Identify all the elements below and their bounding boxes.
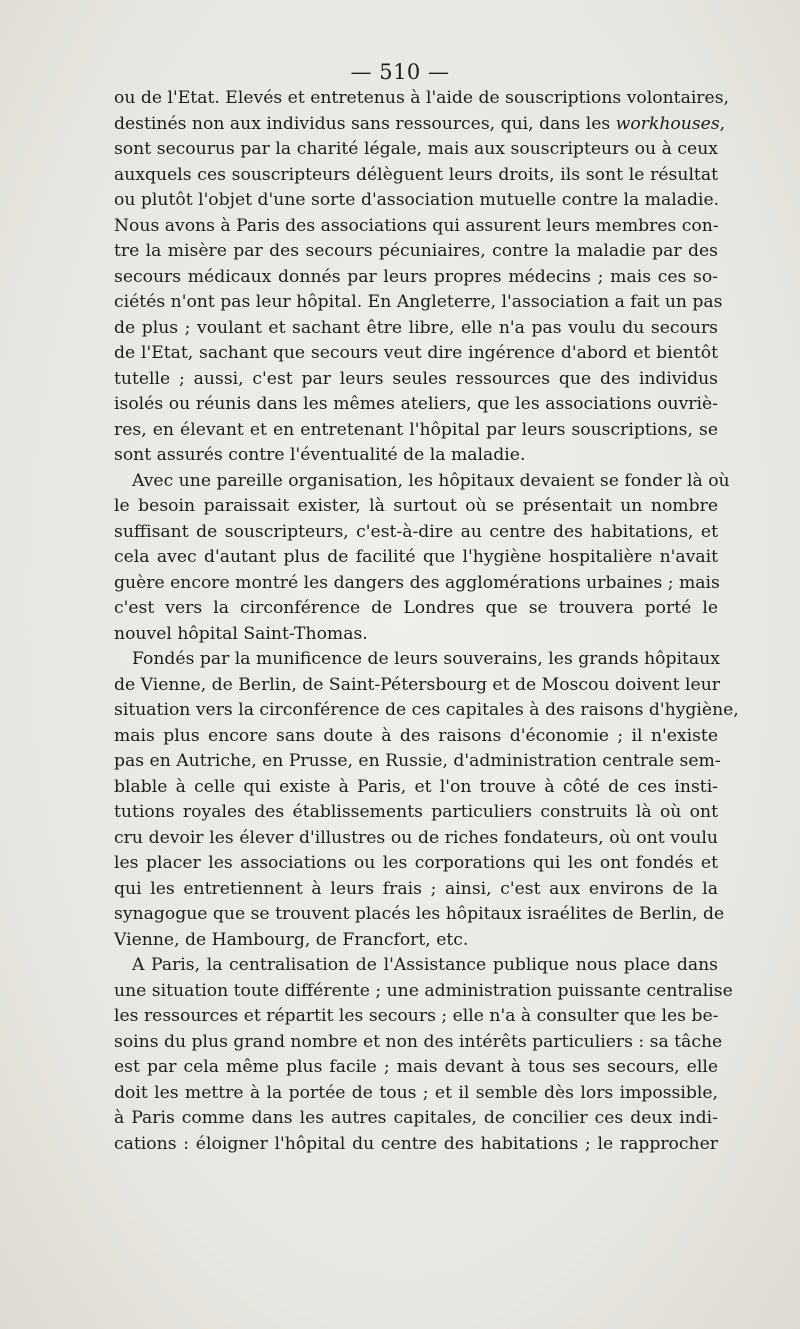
text-line: cru devoir les élever d'illustres ou de riches fondateurs, où ont voulu	[114, 827, 718, 848]
text-line: c'est vers la circonférence de Londres que se trouvera porté le	[114, 598, 718, 618]
text-line: cations : éloigner l'hôpital du centre des habitations ; le rapprocher	[114, 1133, 718, 1154]
text-line: tutelle ; aussi, c'est par leurs seules ressources que des individus	[114, 368, 718, 389]
text-line: Vienne, de Hambourg, de Francfort, etc.	[114, 929, 469, 950]
text-line: tre la misère par des secours pécuniaires, contre la maladie par des	[114, 241, 718, 261]
body-text	[114, 86, 739, 1157]
text-line: guère encore montré les dangers des agglomérations urbaines ; mais	[114, 572, 720, 593]
text-line: auxquels ces souscripteurs délèguent leurs droits, ils sont le résultat	[114, 164, 718, 185]
text-line: ou de l'Etat. Elevés et entretenus à l'aide de souscriptions volontaires,	[114, 88, 729, 108]
text-line: isolés ou réunis dans les mêmes ateliers, que les associations ouvriè-	[114, 394, 718, 414]
text-line: synagogue que se trouvent placés les hôpitaux israélites de Berlin, de	[114, 904, 725, 924]
text-line: A Paris, la centralisation de l'Assistance publique nous place dans	[132, 955, 718, 975]
text-line: de Vienne, de Berlin, de Saint-Pétersbourg et de Moscou doivent leur	[114, 674, 720, 695]
text-line: est par cela même plus facile ; mais devant à tous ses secours, elle	[114, 1057, 718, 1077]
text-line: cela avec d'autant plus de facilité que l'hygiène hospitalière n'avait	[114, 547, 718, 567]
text-line: de l'Etat, sachant que secours veut dire ingérence d'abord et bientôt	[114, 343, 718, 363]
text-line: secours médicaux donnés par leurs propres médecins ; mais ces so-	[114, 266, 718, 287]
text-line: soins du plus grand nombre et non des intérêts particuliers : sa tâche	[114, 1031, 723, 1052]
page-number: — 510 —	[350, 60, 450, 84]
text-line: Nous avons à Paris des associations qui assurent leurs membres con-	[114, 215, 719, 236]
text-line: Avec une pareille organisation, les hôpitaux devaient se fonder là où	[132, 470, 730, 491]
text-line: tutions royales des établissements particuliers construits là où ont	[114, 802, 718, 822]
text-line: situation vers la circonférence de ces capitales à des raisons d'hygiène,	[114, 700, 739, 720]
text-line: de plus ; voulant et sachant être libre, elle n'a pas voulu du secours	[114, 317, 718, 338]
text-line: sont assurés contre l'éventualité de la maladie.	[114, 445, 526, 465]
text-line: les placer les associations ou les corporations qui les ont fondés et	[114, 853, 718, 873]
text-line: ciétés n'ont pas leur hôpital. En Angleterre, l'association a fait un pas	[114, 292, 723, 312]
text-line: une situation toute différente ; une administration puissante centralise	[114, 980, 733, 1001]
text-line: nouvel hôpital Saint-Thomas.	[114, 623, 368, 644]
text-line: mais plus encore sans doute à des raisons d'économie ; il n'existe	[114, 725, 718, 746]
text-line: doit les mettre à la portée de tous ; et il semble dès lors impossible,	[114, 1082, 718, 1103]
text-line: les ressources et répartit les secours ; elle n'a à consulter que les be-	[114, 1006, 719, 1026]
text-line: le besoin paraissait exister, là surtout où se présentait un nombre	[114, 496, 718, 516]
text-line: ou plutôt l'objet d'une sorte d'association mutuelle contre la maladie.	[114, 190, 720, 210]
text-line: destinés non aux individus sans ressources, qui, dans les workhouses,	[114, 113, 726, 134]
text-line: blable à celle qui existe à Paris, et l'on trouve à côté de ces insti-	[114, 776, 718, 797]
text-line: suffisant de souscripteurs, c'est-à-dire au centre des habitations, et	[114, 521, 718, 542]
text-line: res, en élevant et en entretenant l'hôpital par leurs souscriptions, se	[114, 419, 718, 440]
text-line: qui les entretiennent à leurs frais ; ainsi, c'est aux environs de la	[114, 878, 718, 899]
text-line: sont secourus par la charité légale, mais aux souscripteurs ou à ceux	[114, 139, 718, 159]
text-line: à Paris comme dans les autres capitales, de concilier ces deux indi-	[114, 1108, 718, 1128]
text-line: Fondés par la munificence de leurs souverains, les grands hôpitaux	[132, 649, 720, 669]
text-line: pas en Autriche, en Prusse, en Russie, d'administration centrale sem-	[114, 751, 721, 771]
